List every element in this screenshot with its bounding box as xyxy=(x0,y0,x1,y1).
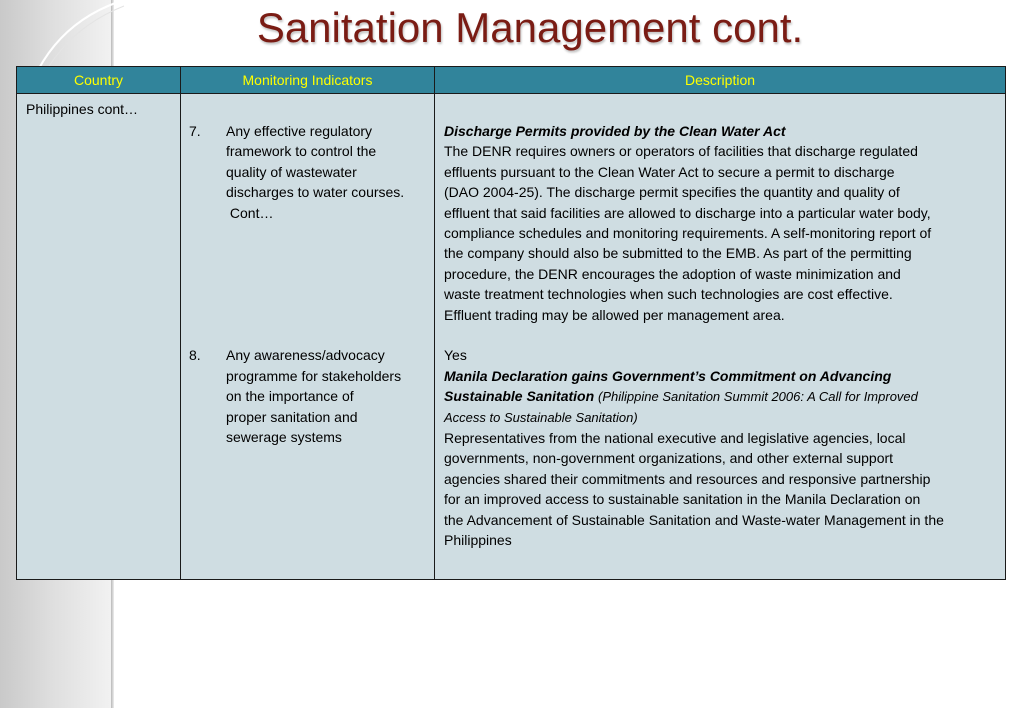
indicator-number: 8. xyxy=(189,347,201,364)
permits-line: procedure, the DENR encourages the adoption of waste minimization and xyxy=(444,265,901,282)
manila-line: Philippines xyxy=(444,532,512,549)
manila-line: for an improved access to sustainable sanitation in the Manila Declaration on xyxy=(444,491,921,508)
table-header-row xyxy=(17,67,1006,94)
header-country: Country xyxy=(17,67,181,94)
header-monitoring-indicators: Monitoring Indicators xyxy=(181,67,435,94)
manila-line: the Advancement of Sustainable Sanitation and Waste-water Management in the xyxy=(444,511,944,528)
permits-line: the company should also be submitted to the EMB. As part of the permitting xyxy=(444,245,912,262)
permits-line: The DENR requires owners or operators of facilities that discharge regulated xyxy=(444,143,918,160)
answer-yes: Yes xyxy=(444,347,467,364)
permits-line: Effluent trading may be allowed per management area. xyxy=(444,306,785,323)
country-name: Philippines cont… xyxy=(26,101,139,117)
slide-title: Sanitation Management cont. xyxy=(256,4,804,51)
manila-source: (Philippine Sanitation Summit 2006: A Call for Improved xyxy=(598,389,918,405)
country-cell xyxy=(17,94,181,580)
permits-line: compliance schedules and monitoring requirements. A self-monitoring report of xyxy=(444,225,932,242)
permits-line: effluents pursuant to the Clean Water Act to secure a permit to discharge xyxy=(444,163,895,180)
permits-heading: Discharge Permits provided by the Clean Water Act xyxy=(444,123,786,139)
indicator-line: Any effective regulatory xyxy=(226,123,373,139)
indicator-line: quality of wastewater xyxy=(226,163,357,180)
manila-line: governments, non-government organizations, and other external support xyxy=(444,450,894,467)
indicator-line: framework to control the xyxy=(226,143,377,160)
manila-heading-cont: Sustainable Sanitation xyxy=(444,388,595,405)
description-cell xyxy=(435,94,1006,580)
permits-line: waste treatment technologies when such technologies are cost effective. xyxy=(444,286,893,303)
indicator-line: programme for stakeholders xyxy=(226,367,402,384)
indicator-item-7 xyxy=(189,121,426,223)
monitoring-table xyxy=(16,66,1006,580)
manila-source-cont: Access to Sustainable Sanitation) xyxy=(444,409,638,425)
manila-heading: Manila Declaration gains Government’s Commitment on Advancing xyxy=(444,367,892,384)
indicator-line: Cont… xyxy=(226,204,274,221)
indicator-number: 7. xyxy=(189,123,201,139)
indicator-line: on the importance of xyxy=(226,388,354,405)
header-description: Description xyxy=(435,67,1006,94)
permits-line: (DAO 2004-25). The discharge permit specifies the quantity and quality of xyxy=(444,184,900,201)
indicator-line: discharges to water courses. xyxy=(226,184,405,201)
indicators-cell xyxy=(181,94,435,580)
indicator-line: Any awareness/advocacy xyxy=(226,347,385,364)
indicator-item-8 xyxy=(189,345,426,447)
manila-line: Representatives from the national executive and legislative agencies, local xyxy=(444,430,906,447)
indicator-line: proper sanitation and xyxy=(226,408,358,425)
manila-line: agencies shared their commitments and resources and responsive partnership xyxy=(444,470,931,487)
permits-line: effluent that said facilities are allowed to discharge into a particular water body, xyxy=(444,204,931,221)
indicator-line: sewerage systems xyxy=(226,429,342,446)
table-row xyxy=(17,94,1006,580)
